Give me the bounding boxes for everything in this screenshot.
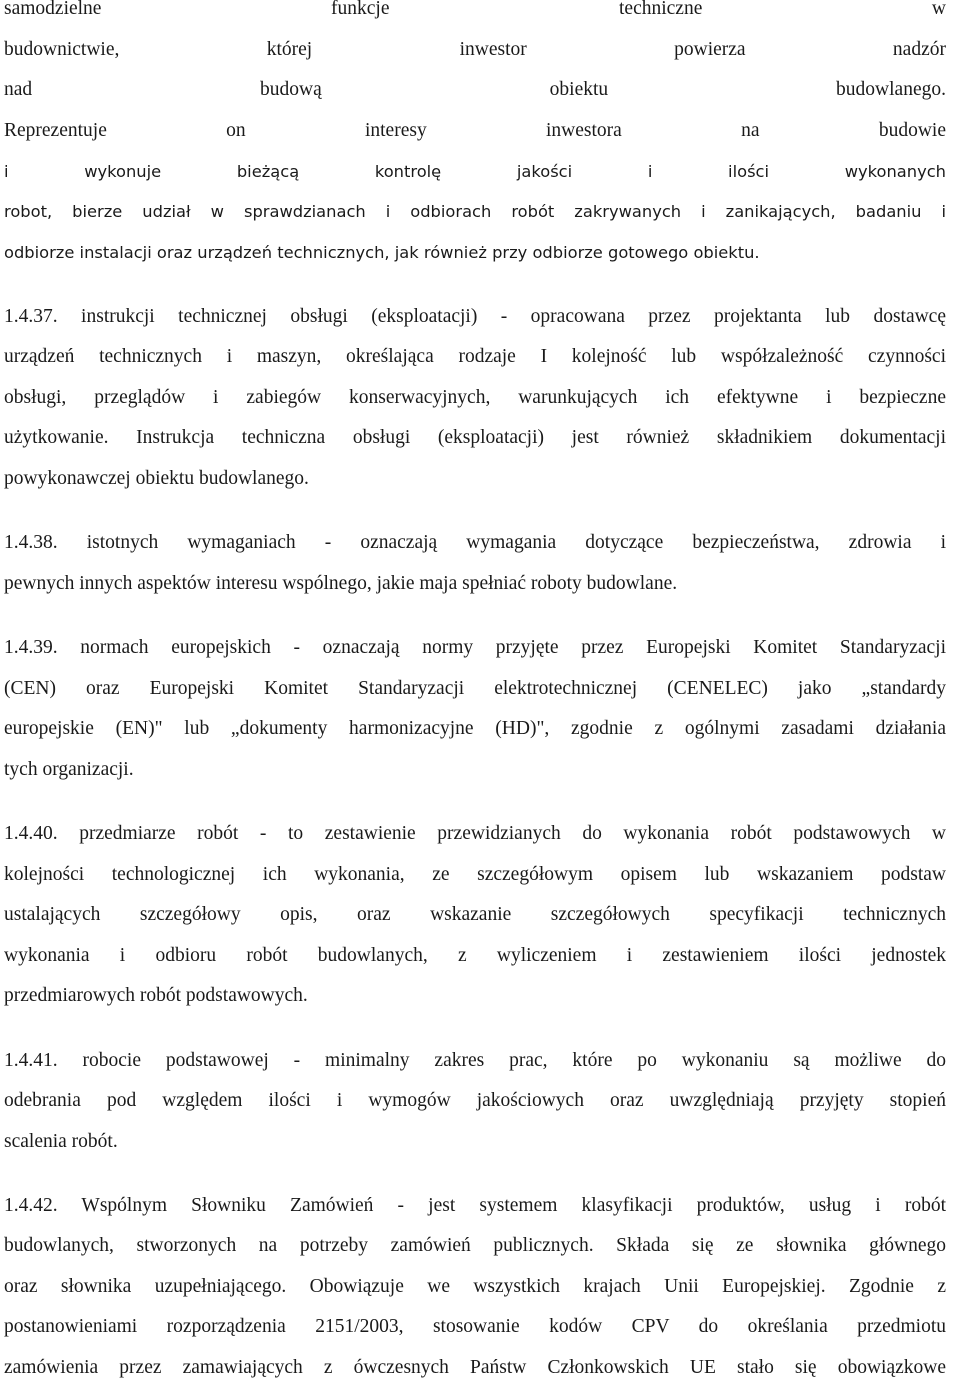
text-line: europejskie (EN)" lub „dokumenty harmonizacyjne (HD)", zgodnie z ogólnymi zasadami działania	[4, 718, 946, 739]
text-line: i wykonuje bieżącą kontrolę jakości i ilości wykonanych	[4, 162, 946, 181]
text-line: wykonania i odbioru robót budowlanych, z wyliczeniem i zestawieniem ilości jednostek	[4, 945, 946, 966]
text-line: 1.4.38. istotnych wymaganiach - oznaczają wymagania dotyczące bezpieczeństwa, zdrowia i	[4, 532, 946, 553]
text-line: robot, bierze udział w sprawdzianach i odbiorach robót zakrywanych i zanikających, badaniu i	[4, 202, 946, 221]
text-line: odebrania pod względem ilości i wymogów jakościowych oraz uwzględniają przyjęty stopień	[4, 1090, 946, 1111]
text-line: odbiorze instalacji oraz urządzeń technicznych, jak również przy odbiorze gotowego obiektu.	[4, 243, 760, 262]
text-line: (CEN) oraz Europejski Komitet Standaryzacji elektrotechnicznej (CENELEC) jako „standardy	[4, 678, 946, 699]
text-line: 1.4.40. przedmiarze robót - to zestawienie przewidzianych do wykonania robót podstawowych w	[4, 823, 946, 844]
text-line: budowlanych, stworzonych na potrzeby zamówień publicznych. Składa się ze słownika głównego	[4, 1235, 946, 1256]
text-line: kolejności technologicznej ich wykonania, ze szczegółowym opisem lub wskazaniem podstaw	[4, 864, 946, 885]
text-line: użytkowanie. Instrukcja techniczna obsługi (eksploatacji) jest również składnikiem dokumentacji	[4, 427, 946, 448]
text-line: 1.4.42. Wspólnym Słowniku Zamówień - jest systemem klasyfikacji produktów, usług i robót	[4, 1195, 946, 1216]
text-line: urządzeń technicznych i maszyn, określająca rodzaje I kolejność lub współzależność czynności	[4, 346, 946, 367]
text-line: 1.4.41. robocie podstawowej - minimalny zakres prac, które po wykonaniu są możliwe do	[4, 1050, 946, 1071]
text-line: scalenia robót.	[4, 1131, 118, 1152]
text-line: powykonawczej obiektu budowlanego.	[4, 468, 309, 489]
text-line: obsługi, przeglądów i zabiegów konserwacyjnych, warunkujących ich efektywne i bezpieczne	[4, 387, 946, 408]
text-line: postanowieniami rozporządzenia 2151/2003, stosowanie kodów CPV do określania przedmiotu	[4, 1316, 946, 1337]
text-line: 1.4.39. normach europejskich - oznaczają normy przyjęte przez Europejski Komitet Standaryzacji	[4, 637, 946, 658]
text-line: tych organizacji.	[4, 759, 134, 780]
text-line: przedmiarowych robót podstawowych.	[4, 985, 308, 1006]
text-line: nad budową obiektu budowlanego.	[4, 79, 946, 100]
text-line: budownictwie, której inwestor powierza nadzór	[4, 39, 946, 60]
text-line: 1.4.37. instrukcji technicznej obsługi (eksploatacji) - opracowana przez projektanta lub dostawcę	[4, 306, 946, 327]
text-line: Reprezentuje on interesy inwestora na budowie	[4, 120, 946, 141]
text-line: zamówienia przez zamawiających z ówczesnych Państw Członkowskich UE stało się obowiązkowe	[4, 1357, 946, 1378]
text-line: pewnych innych aspektów interesu wspólnego, jakie maja spełniać roboty budowlane.	[4, 573, 678, 594]
text-line: ustalających szczegółowy opis, oraz wskazanie szczegółowych specyfikacji technicznych	[4, 904, 946, 925]
text-line: oraz słownika uzupełniającego. Obowiązuje we wszystkich krajach Unii Europejskiej. Zgodnie z	[4, 1276, 946, 1297]
text-line: samodzielne funkcje techniczne w	[4, 0, 946, 19]
